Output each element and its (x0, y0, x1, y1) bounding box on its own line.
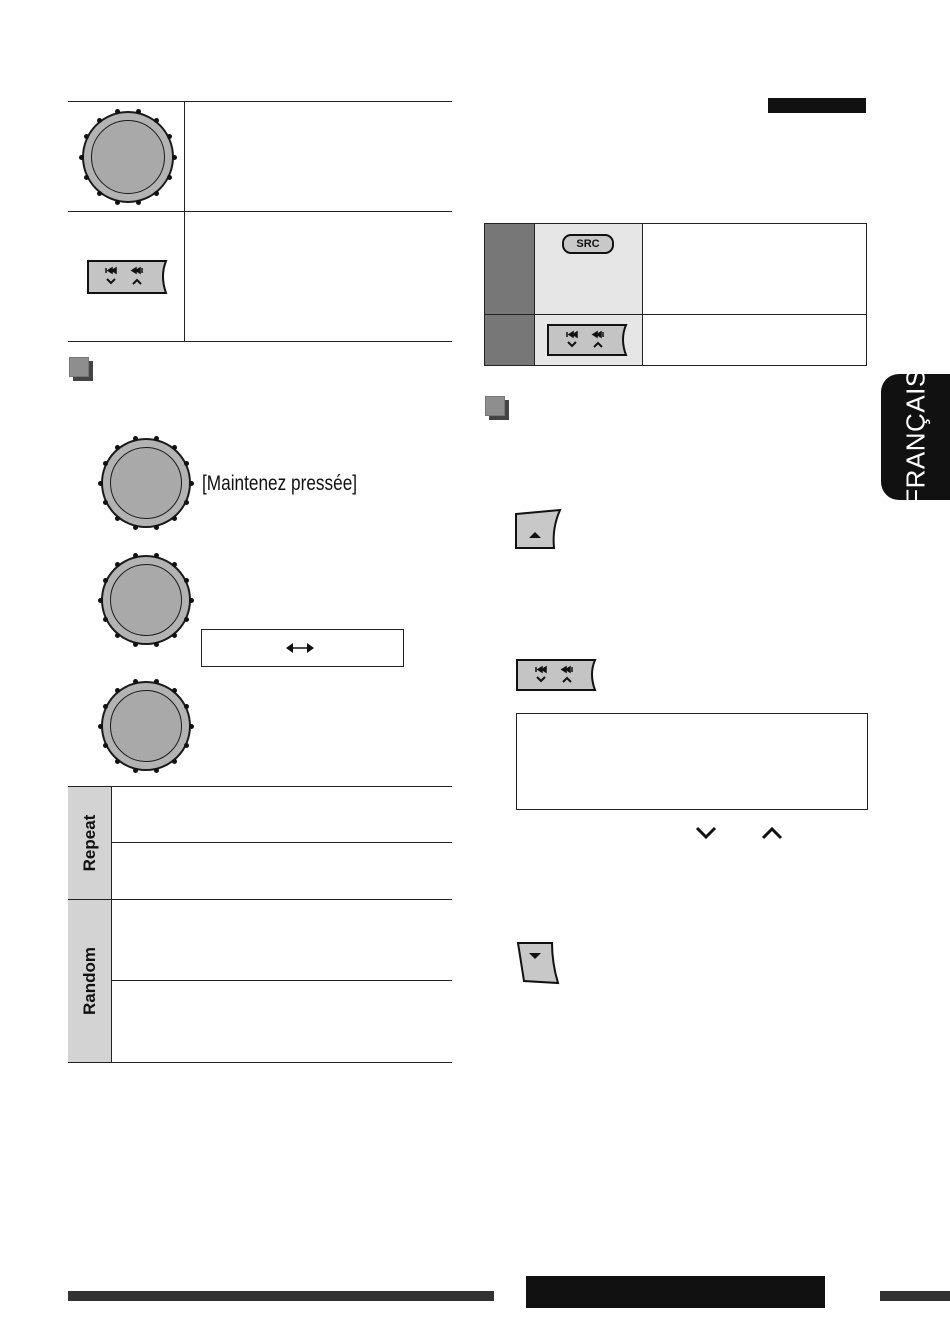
skip-back-forward-icon[interactable] (86, 259, 170, 295)
knob-tick (154, 525, 159, 530)
knob-tick (154, 118, 159, 123)
knob-tick (184, 704, 189, 709)
chevron-up-icon (761, 826, 783, 840)
section-bullet (69, 357, 89, 377)
knob-tick (133, 768, 138, 773)
src-button[interactable]: SRC (562, 234, 614, 254)
language-tab: FRANÇAIS (881, 374, 950, 500)
knob-tick (184, 461, 189, 466)
control-dial-icon[interactable] (101, 438, 191, 528)
knob-tick (184, 500, 189, 505)
display-box (201, 629, 404, 667)
random-label: Random (68, 900, 111, 1062)
knob-tick (172, 445, 177, 450)
knob-tick (172, 562, 177, 567)
knob-tick (154, 768, 159, 773)
double-arrow-icon (286, 643, 314, 653)
knob-tick (189, 481, 194, 486)
knob-tick (103, 500, 108, 505)
knob-tick (115, 200, 120, 205)
knob-tick (154, 679, 159, 684)
knob-tick (133, 642, 138, 647)
knob-tick (172, 688, 177, 693)
control-dial-icon[interactable] (82, 111, 174, 203)
knob-tick (136, 200, 141, 205)
knob-tick (103, 617, 108, 622)
knob-tick (115, 759, 120, 764)
control-dial-icon[interactable] (101, 555, 191, 645)
repeat-label: Repeat (68, 787, 111, 899)
knob-tick (98, 598, 103, 603)
table-sidebar (485, 224, 535, 365)
info-box (516, 713, 868, 810)
knob-tick (189, 598, 194, 603)
knob-tick (172, 633, 177, 638)
knob-tick (98, 724, 103, 729)
down-arrow-button-icon[interactable] (516, 941, 560, 985)
footer-bar-right (880, 1291, 950, 1301)
knob-tick (167, 175, 172, 180)
knob-tick (103, 704, 108, 709)
knob-tick (115, 445, 120, 450)
knob-tick (97, 118, 102, 123)
knob-tick (172, 155, 177, 160)
knob-tick (167, 134, 172, 139)
hold-label: [Maintenez pressée] (202, 472, 358, 495)
knob-tick (154, 191, 159, 196)
knob-tick (84, 175, 89, 180)
footer-bar-left (68, 1291, 494, 1301)
knob-tick (84, 134, 89, 139)
knob-tick (98, 481, 103, 486)
knob-tick (103, 743, 108, 748)
knob-tick (79, 155, 84, 160)
knob-tick (154, 642, 159, 647)
knob-tick (154, 553, 159, 558)
knob-tick (97, 191, 102, 196)
knob-tick (172, 516, 177, 521)
knob-tick (115, 562, 120, 567)
knob-tick (133, 553, 138, 558)
knob-tick (184, 578, 189, 583)
knob-tick (133, 679, 138, 684)
knob-tick (103, 578, 108, 583)
knob-tick (115, 109, 120, 114)
knob-tick (136, 109, 141, 114)
knob-tick (172, 759, 177, 764)
knob-tick (115, 516, 120, 521)
knob-tick (103, 461, 108, 466)
knob-tick (184, 743, 189, 748)
control-dial-icon[interactable] (101, 681, 191, 771)
knob-tick (189, 724, 194, 729)
footer-page-block (526, 1276, 825, 1308)
knob-tick (154, 436, 159, 441)
knob-tick (133, 525, 138, 530)
knob-tick (184, 617, 189, 622)
skip-back-forward-icon[interactable] (546, 323, 630, 357)
knob-tick (133, 436, 138, 441)
up-arrow-button-icon[interactable] (514, 508, 562, 550)
skip-back-forward-icon[interactable] (515, 658, 599, 692)
section-bullet (485, 396, 505, 416)
knob-tick (115, 633, 120, 638)
header-bar (768, 98, 866, 113)
chevron-down-icon (695, 826, 717, 840)
knob-tick (115, 688, 120, 693)
